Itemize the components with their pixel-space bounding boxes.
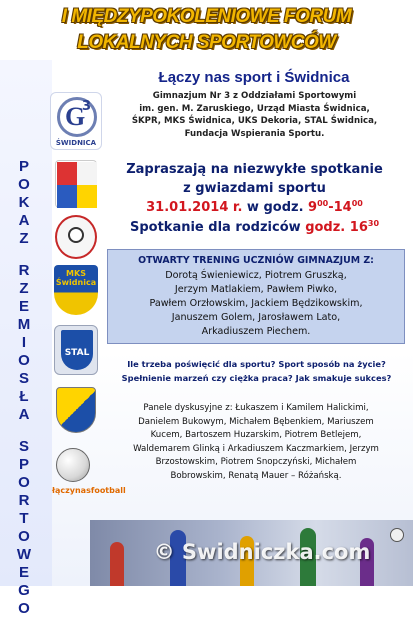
ball-icon (68, 227, 84, 243)
time-prefix: w godz. (246, 200, 304, 215)
question-line: Spełnienie marzeń czy ciężka praca? Jak smakuje sukces? (121, 373, 392, 383)
watermark: © Swidniczka.com (153, 540, 371, 564)
training-line: Arkadiuszem Piechem. (201, 326, 311, 337)
organizers-line: ŚKPR, MKS Świdnica, UKS Dekoria, STAL Świdnica, (131, 116, 378, 126)
training-line: Januszem Golem, Jarosławem Lato, (171, 312, 341, 323)
question-line: Ile trzeba poświęcić dla sportu? Sport sposób na życie? (127, 359, 386, 369)
training-box (107, 249, 405, 344)
invitation-text (102, 160, 407, 198)
logo-city-name: ŚWIDNICA (55, 139, 97, 147)
mks-label: MKS Świdnica (55, 269, 97, 287)
title-line-1: I MIĘDZYPOKOLENIOWE FORUM (61, 6, 352, 27)
slogan: Łączy nas sport i Świdnica (158, 69, 350, 86)
uks-dekoria-logo (56, 387, 96, 433)
football-icon (56, 448, 90, 482)
training-line: Pawłem Orzłowskim, Jackiem Będzikowskim, (149, 298, 363, 309)
logo-number: 3 (82, 99, 92, 114)
time-range: $9^{00}-14^{00}$ (308, 199, 363, 215)
title-line-2: LOKALNYCH SPORTOWCÓW (77, 32, 336, 53)
invitation-line: Zapraszają na niezwykłe spotkanie (126, 162, 383, 177)
questions-text (104, 357, 409, 385)
football-logo-label: łączynasfootball (52, 486, 126, 495)
parents-time: godz. $16^{30}$ (305, 219, 380, 235)
logo-letter-g: G (65, 102, 86, 131)
panel-line: Bobrowskim, Renatą Mauer – Różańską. (170, 470, 342, 481)
training-line: Jerzym Matlakiem, Pawłem Piwko, (174, 284, 338, 295)
panel-line: Panele dyskusyjne z: Łukaszem i Kamilem Halickimi, (143, 403, 369, 413)
date-value: 31.01.2014 r. (146, 200, 243, 215)
panel-line: Kucem, Bartoszem Huzarskim, Piotrem Betlejem, (150, 430, 362, 441)
organizers-line: Fundacja Wspierania Sportu. (184, 128, 325, 139)
panels-text (102, 402, 410, 484)
vertical-slogan: P O K A Z R Z E M I O S Ł A S P O R T O W E G O (16, 158, 32, 617)
organizers-line: Gimnazjum Nr 3 z Oddziałami Sportowymi (152, 91, 357, 101)
panel-line: Waldemarem Glinką i Arkadiuszem Kaczmarkiem, Jerzym (133, 443, 379, 454)
stal-label: STAL (64, 348, 90, 358)
organizers-text (102, 90, 407, 140)
handball-club-logo (55, 215, 97, 259)
city-crest-logo (55, 160, 97, 208)
stal-swidnica-logo (54, 325, 98, 375)
training-heading: OTWARTY TRENING UCZNIÓW GIMNAZJUM Z: (138, 255, 374, 266)
invitation-line: z gwiazdami sportu (183, 181, 326, 196)
event-date (102, 199, 407, 215)
parents-meeting (102, 219, 407, 235)
panel-line: Danielem Bukowym, Michałem Bębenkiem, Mariuszem (138, 416, 374, 427)
parents-label: Spotkanie dla rodziców (129, 220, 301, 235)
panel-line: Brzostowskim, Piotrem Snopczyński, Michałem (155, 457, 357, 468)
training-line: Dorotą Świeniewicz, Piotrem Gruszką, (165, 270, 347, 281)
training-names (108, 269, 404, 339)
gimnazjum-3-logo (50, 92, 102, 150)
mks-swidnica-logo (54, 265, 98, 315)
organizers-line: im. gen. M. Zaruskiego, Urząd Miasta Świdnica, (139, 103, 370, 114)
